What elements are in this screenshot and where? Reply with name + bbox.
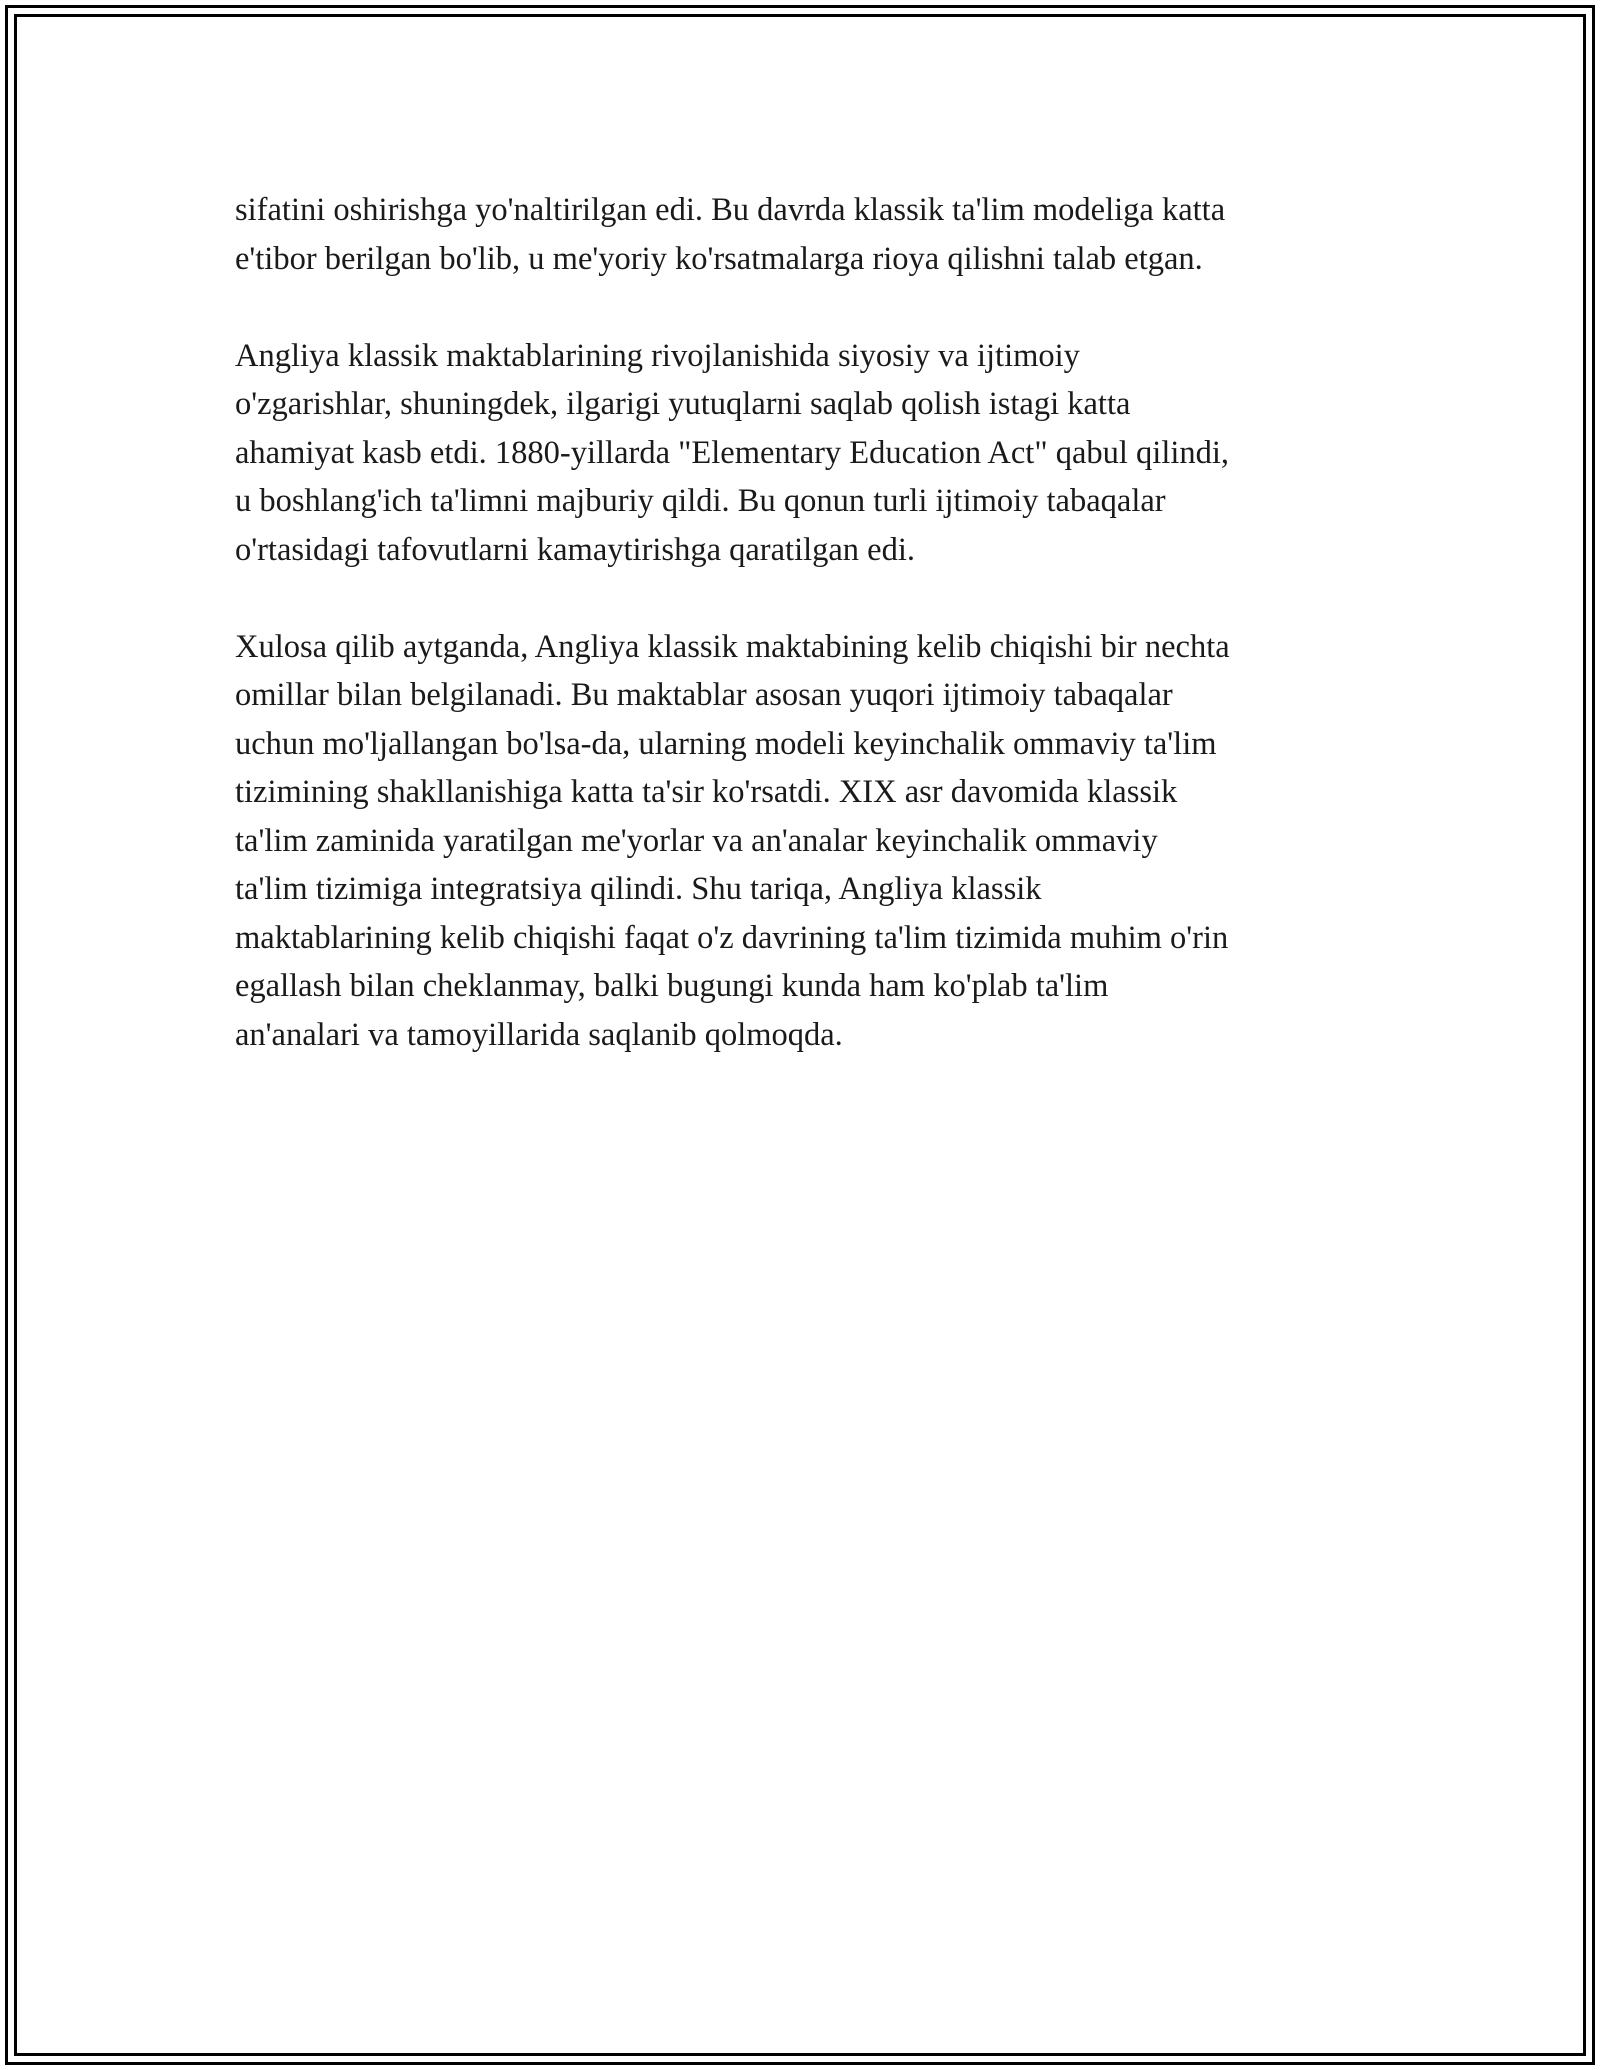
text-line: e'tibor berilgan bo'lib, u me'yoriy ko'rsatmalarga rioya qilishni talab etgan. [235,240,1203,277]
text-line: maktablarining kelib chiqishi faqat o'z davrining ta'lim tizimida muhim o'rin [235,919,1229,956]
paragraph-3 [235,623,1365,1060]
text-line: Xulosa qilib aytganda, Angliya klassik maktabining kelib chiqishi bir nechta [235,628,1230,665]
text-line: o'zgarishlar, shuningdek, ilgarigi yutuqlarni saqlab qolish istagi katta [235,386,1131,422]
text-line: tizimining shakllanishiga katta ta'sir ko'rsatdi. XIX asr davomida klassik [235,774,1178,810]
text-line: ahamiyat kasb etdi. 1880-yillarda "Elementary Education Act" qabul qilindi, [235,434,1230,471]
text-line: egallash bilan cheklanmay, balki bugungi kunda ham ko'plab ta'lim [235,968,1109,1004]
text-line: sifatini oshirishga yo'naltirilgan edi. Bu davrda klassik ta'lim modeliga katta [235,192,1226,228]
text-line: Angliya klassik maktablarining rivojlanishida siyosiy va ijtimoiy [235,337,1080,374]
document-body [235,186,1365,1108]
text-line: uchun mo'ljallangan bo'lsa-da, ularning modeli keyinchalik ommaviy ta'lim [235,725,1217,762]
text-line: an'analari va tamoyillarida saqlanib qolmoqda. [235,1016,843,1053]
text-line: o'rtasidagi tafovutlarni kamaytirishga qaratilgan edi. [235,531,916,568]
paragraph-2 [235,332,1365,575]
text-line: ta'lim tizimiga integratsiya qilindi. Shu tariqa, Angliya klassik [235,871,1042,907]
text-line: omillar bilan belgilanadi. Bu maktablar asosan yuqori ijtimoiy tabaqalar [235,677,1173,713]
paragraph-1 [235,186,1365,283]
text-line: u boshlang'ich ta'limni majburiy qildi. Bu qonun turli ijtimoiy tabaqalar [235,483,1166,519]
text-line: ta'lim zaminida yaratilgan me'yorlar va an'analar keyinchalik ommaviy [235,822,1158,859]
